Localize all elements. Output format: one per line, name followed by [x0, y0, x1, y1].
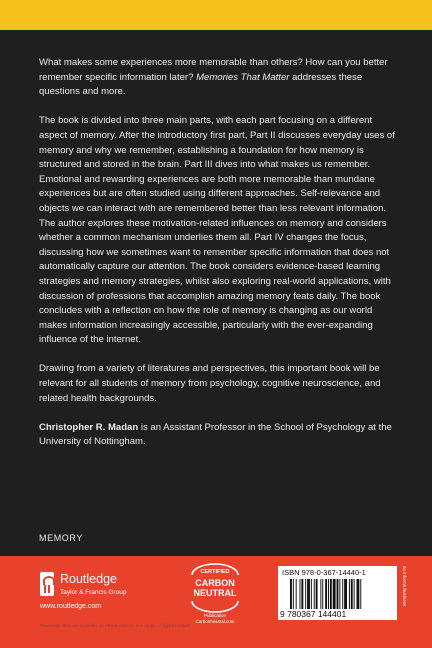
carbon-neutral-badge-icon — [186, 563, 244, 615]
barcode-bar — [354, 579, 355, 609]
barcode-bar — [342, 579, 343, 609]
barcode-bar — [314, 579, 315, 609]
informa-tagline-text: an informa business — [402, 566, 407, 607]
barcode-bar — [316, 579, 318, 609]
barcode-bar — [311, 579, 312, 609]
barcode-bar — [349, 579, 350, 609]
book-title: Memories That Matter — [196, 71, 290, 83]
intro-text-start: What makes some experiences more memorable than others? How can you better remember specific information later? — [39, 57, 388, 83]
barcode-bar — [330, 579, 332, 609]
author-name: Christopher R. Madan — [39, 421, 139, 433]
author-bio: is an Assistant Professor in the School of Psychology at the University of Nottingham. — [39, 421, 392, 448]
intro-paragraph — [39, 56, 395, 100]
badge-url: CarbonNeutral.com — [195, 619, 235, 624]
barcode-bar — [290, 579, 292, 609]
intro-text-end: addresses these questions and more. — [39, 71, 363, 98]
publisher-url: www.routledge.com — [40, 603, 102, 610]
back-cover-text — [39, 56, 395, 465]
barcode-bar — [305, 579, 306, 609]
barcode-bar — [351, 579, 353, 609]
barcode-bar — [301, 579, 303, 609]
barcode-bar — [293, 579, 294, 609]
routledge-logo-icon — [40, 572, 54, 596]
barcode-bars — [290, 579, 390, 609]
publisher-group: Taylor & Francis Group — [60, 589, 127, 596]
ebook-footnote: Routledge titles are available as eBook editions in a range of digital formats — [40, 623, 191, 628]
isbn-label: ISBN 978-0-367-14440-1 — [282, 568, 366, 577]
barcode-digits: 9 780367 144401 — [280, 609, 347, 619]
barcode-bar — [325, 579, 327, 609]
barcode-bar — [337, 579, 339, 609]
barcode-bar — [320, 579, 321, 609]
badge-certified-text: CERTIFIED — [200, 569, 230, 575]
badge-caption: Publication — [203, 613, 226, 618]
barcode-bar — [322, 579, 323, 609]
barcode-bar — [344, 579, 347, 609]
barcode-bar — [300, 579, 301, 609]
structure-paragraph: The book is divided into three main parts, with each part focusing on a different aspect of memory. After the introductory first part, Part II discusses everyday uses of memory and why we remember, establishing a foundation for how memory is structured and stored in the brain. Part III dives into what makes us remember. Emotional and rewarding experiences are both more memorable than mundane experiences but are often studied using different approaches. Self-relevance and objects we can interact with are remembered better than less relevant information. The author explores these motivation-related influences on memory and considers whether a common mechanism underlies them all. Part IV changes the focus, discussing how we sometimes want to remember specific information that does not automatically capture our attention. The book considers evidence-based learning strategies and memory strategies, whilst also exploring real-world applications, with discussion of professions that accomplish amazing memory feats daily. The book concludes with a reflection on how the role of memory is changing as our world makes information increasingly accessible, particularly with the ever-expanding influence of the internet. — [39, 115, 395, 346]
barcode-bar — [333, 579, 336, 609]
publisher-name: Routledge — [60, 572, 117, 586]
badge-carbon-text: CARBON — [195, 578, 235, 588]
top-color-band — [0, 0, 432, 30]
barcode-bar — [357, 579, 360, 609]
author-paragraph — [39, 421, 395, 450]
barcode-bar — [328, 579, 329, 609]
isbn-barcode — [278, 566, 397, 620]
barcode-bar — [360, 579, 361, 609]
badge-neutral-text: NEUTRAL — [193, 588, 237, 598]
barcode-bar — [307, 579, 310, 609]
barcode-bar — [339, 579, 340, 609]
audience-paragraph: Drawing from a variety of literatures and perspectives, this important book will be relevant for all students of memory from psychology, cognitive neuroscience, and related health backgrounds. — [39, 363, 381, 404]
informa-tagline — [401, 566, 409, 620]
barcode-bar — [296, 579, 297, 609]
series-label: MEMORY — [39, 533, 83, 543]
